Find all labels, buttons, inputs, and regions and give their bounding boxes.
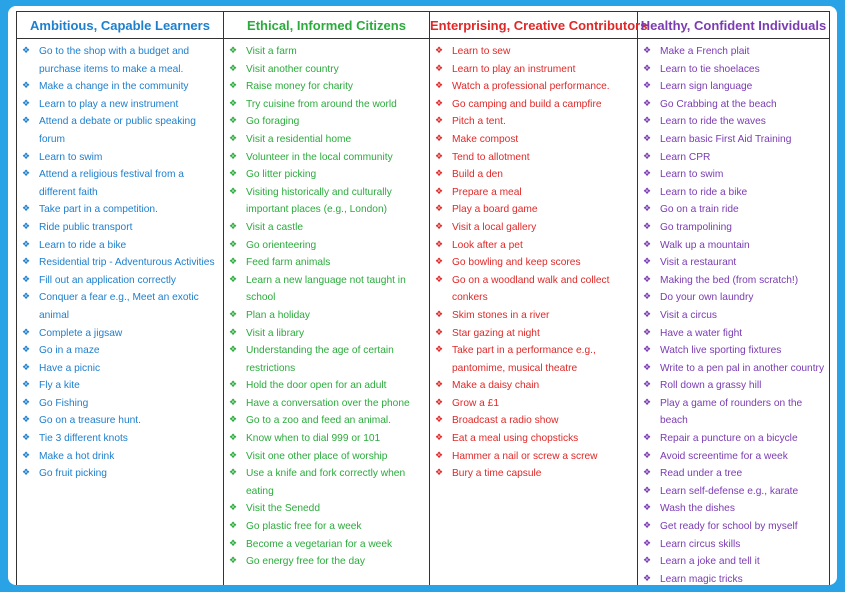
activity-item: ❖ Making the bed (from scratch!) (643, 272, 827, 290)
ambitious-list (22, 43, 221, 483)
activity-item: ❖ Visiting historically and culturally important places (e.g., London) (229, 184, 427, 219)
activity-item: ❖ Know when to dial 999 or 101 (229, 430, 427, 448)
activity-item: ❖ Eat a meal using chopsticks (435, 430, 635, 448)
activity-item: ❖ Read under a tree (643, 465, 827, 483)
activity-item: ❖ Visit one other place of worship (229, 448, 427, 466)
column-title-healthy: Healthy, Confident Individuals (638, 12, 830, 39)
activity-item: ❖ Conquer a fear e.g., Meet an exotic animal (22, 289, 221, 324)
activity-item: ❖ Residential trip - Adventurous Activities (22, 254, 221, 272)
activity-item: ❖ Fly a kite (22, 377, 221, 395)
activity-item: ❖ Have a water fight (643, 325, 827, 343)
activity-item: ❖ Wash the dishes (643, 500, 827, 518)
activity-item: ❖ Hammer a nail or screw a screw (435, 448, 635, 466)
activity-item: ❖ Try cuisine from around the world (229, 96, 427, 114)
activity-item: ❖ Use a knife and fork correctly when eating (229, 465, 427, 500)
activity-item: ❖ Attend a debate or public speaking forum (22, 113, 221, 148)
activity-item: ❖ Go Crabbing at the beach (643, 96, 827, 114)
activity-item: ❖ Learn basic First Aid Training (643, 131, 827, 149)
activity-item: ❖ Pitch a tent. (435, 113, 635, 131)
activity-item: ❖ Go fruit picking (22, 465, 221, 483)
activity-item: ❖ Learn circus skills (643, 536, 827, 554)
header-row (17, 12, 830, 39)
activity-item: ❖ Watch a professional performance. (435, 78, 635, 96)
activity-item: ❖ Make compost (435, 131, 635, 149)
activity-item: ❖ Raise money for charity (229, 78, 427, 96)
activity-item: ❖ Go plastic free for a week (229, 518, 427, 536)
activity-item: ❖ Go energy free for the day (229, 553, 427, 571)
activity-item: ❖ Avoid screentime for a week (643, 448, 827, 466)
activity-item: ❖ Go Fishing (22, 395, 221, 413)
activity-item: ❖ Visit a library (229, 325, 427, 343)
enterprising-column (430, 39, 638, 586)
ambitious-column (17, 39, 224, 586)
activity-item: ❖ Plan a holiday (229, 307, 427, 325)
activity-item: ❖ Walk up a mountain (643, 237, 827, 255)
activity-item: ❖ Get ready for school by myself (643, 518, 827, 536)
activity-item: ❖ Learn to ride a bike (22, 237, 221, 255)
activity-item: ❖ Understanding the age of certain restrictions (229, 342, 427, 377)
activity-item: ❖ Ride public transport (22, 219, 221, 237)
activity-item: ❖ Go on a woodland walk and collect conkers (435, 272, 635, 307)
activity-item: ❖ Make a French plait (643, 43, 827, 61)
activity-item: ❖ Learn magic tricks (643, 571, 827, 585)
activity-item: ❖ Go foraging (229, 113, 427, 131)
activity-item: ❖ Go litter picking (229, 166, 427, 184)
activity-item: ❖ Visit the Senedd (229, 500, 427, 518)
activity-item: ❖ Visit another country (229, 61, 427, 79)
activity-item: ❖ Take part in a competition. (22, 201, 221, 219)
activity-item: ❖ Visit a circus (643, 307, 827, 325)
activity-item: ❖ Build a den (435, 166, 635, 184)
activity-item: ❖ Go to a zoo and feed an animal. (229, 412, 427, 430)
activity-item: ❖ Learn to play a new instrument (22, 96, 221, 114)
activity-item: ❖ Star gazing at night (435, 325, 635, 343)
activity-item: ❖ Hold the door open for an adult (229, 377, 427, 395)
activity-item: ❖ Feed farm animals (229, 254, 427, 272)
activity-item: ❖ Broadcast a radio show (435, 412, 635, 430)
activity-item: ❖ Learn to ride the waves (643, 113, 827, 131)
activity-item: ❖ Write to a pen pal in another country (643, 360, 827, 378)
activity-item: ❖ Go to the shop with a budget and purchase items to make a meal. (22, 43, 221, 78)
enterprising-list (435, 43, 635, 483)
activities-table (16, 11, 830, 585)
activity-item: ❖ Prepare a meal (435, 184, 635, 202)
activity-item: ❖ Take part in a performance e.g., pantomime, musical theatre (435, 342, 635, 377)
column-title-ambitious: Ambitious, Capable Learners (17, 12, 224, 39)
activity-item: ❖ Make a hot drink (22, 448, 221, 466)
activity-item: ❖ Learn to sew (435, 43, 635, 61)
activity-item: ❖ Skim stones in a river (435, 307, 635, 325)
activity-item: ❖ Have a conversation over the phone (229, 395, 427, 413)
activity-item: ❖ Learn to swim (643, 166, 827, 184)
activity-item: ❖ Have a picnic (22, 360, 221, 378)
activity-item: ❖ Learn to play an instrument (435, 61, 635, 79)
activity-item: ❖ Fill out an application correctly (22, 272, 221, 290)
activity-item: ❖ Make a daisy chain (435, 377, 635, 395)
activity-item: ❖ Tend to allotment (435, 149, 635, 167)
activity-item: ❖ Attend a religious festival from a different faith (22, 166, 221, 201)
activity-item: ❖ Watch live sporting fixtures (643, 342, 827, 360)
activity-item: ❖ Play a board game (435, 201, 635, 219)
activity-item: ❖ Go on a train ride (643, 201, 827, 219)
activity-item: ❖ Learn a new language not taught in school (229, 272, 427, 307)
healthy-column (638, 39, 830, 586)
activity-item: ❖ Learn to tie shoelaces (643, 61, 827, 79)
activity-item: ❖ Learn to ride a bike (643, 184, 827, 202)
activity-item: ❖ Learn a joke and tell it (643, 553, 827, 571)
activity-item: ❖ Repair a puncture on a bicycle (643, 430, 827, 448)
activity-item: ❖ Do your own laundry (643, 289, 827, 307)
activity-item: ❖ Complete a jigsaw (22, 325, 221, 343)
activity-item: ❖ Play a game of rounders on the beach (643, 395, 827, 430)
ethical-list (229, 43, 427, 571)
activity-item: ❖ Make a change in the community (22, 78, 221, 96)
column-title-enterprising: Enterprising, Creative Contributors (430, 12, 638, 39)
column-title-ethical: Ethical, Informed Citizens (224, 12, 430, 39)
activity-item: ❖ Go on a treasure hunt. (22, 412, 221, 430)
activity-item: ❖ Go camping and build a campfire (435, 96, 635, 114)
activity-item: ❖ Look after a pet (435, 237, 635, 255)
ethical-column (224, 39, 430, 586)
activity-item: ❖ Learn sign language (643, 78, 827, 96)
activity-item: ❖ Visit a farm (229, 43, 427, 61)
activity-item: ❖ Visit a restaurant (643, 254, 827, 272)
activity-item: ❖ Visit a local gallery (435, 219, 635, 237)
activity-item: ❖ Become a vegetarian for a week (229, 536, 427, 554)
activity-item: ❖ Go in a maze (22, 342, 221, 360)
activity-item: ❖ Go bowling and keep scores (435, 254, 635, 272)
activity-sheet (8, 6, 837, 585)
activity-item: ❖ Tie 3 different knots (22, 430, 221, 448)
activity-item: ❖ Go orienteering (229, 237, 427, 255)
activity-item: ❖ Bury a time capsule (435, 465, 635, 483)
activity-item: ❖ Learn to swim (22, 149, 221, 167)
activity-item: ❖ Roll down a grassy hill (643, 377, 827, 395)
activity-item: ❖ Visit a castle (229, 219, 427, 237)
activity-item: ❖ Visit a residential home (229, 131, 427, 149)
activity-item: ❖ Learn CPR (643, 149, 827, 167)
activity-item: ❖ Grow a £1 (435, 395, 635, 413)
healthy-list (643, 43, 827, 585)
activity-item: ❖ Volunteer in the local community (229, 149, 427, 167)
activity-item: ❖ Learn self-defense e.g., karate (643, 483, 827, 501)
activity-item: ❖ Go trampolining (643, 219, 827, 237)
